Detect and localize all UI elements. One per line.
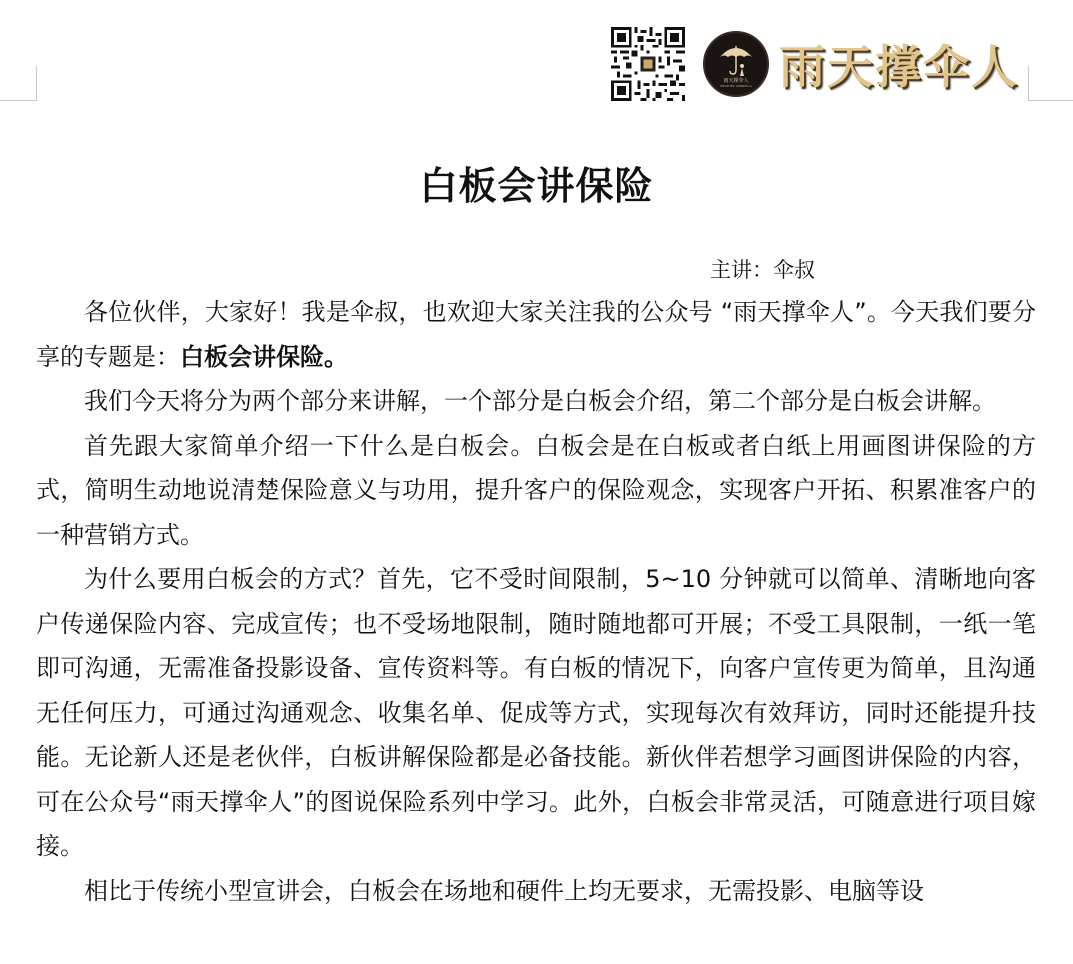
qr-code-icon [611, 27, 685, 101]
umbrella-icon [716, 41, 756, 77]
brand-logo [703, 31, 769, 97]
logo-tiny-text: WEATHER UMBRELLA [720, 83, 752, 88]
header-logo [611, 26, 1019, 102]
paragraph: 相比于传统小型宣讲会，白板会在场地和硬件上均无要求，无需投影、电脑等设 [84, 876, 924, 905]
brand-name: 雨天撑伞人 [779, 40, 1019, 94]
paragraph: 我们今天将分为两个部分来讲解，一个部分是白板会介绍，第二个部分是白板会讲解。 [84, 387, 996, 415]
logo-small-text: 雨天撑伞人 [723, 77, 749, 84]
document-title: 白板会讲保险 [419, 164, 654, 208]
presenter-line: 主讲：伞叔 [710, 258, 815, 282]
bold-topic: 白板会讲保险。 [180, 342, 348, 371]
paragraph: 各位伙伴，大家好！我是伞叔，也欢迎大家关注我的公众号 “雨天撑伞人”。今天我们要分享的专题是：白板会讲保险。 [36, 298, 1036, 371]
crop-mark-right [1028, 66, 1073, 101]
paragraph: 首先跟大家简单介绍一下什么是白板会。白板会是在白板或者白纸上用画图讲保险的方式，简明生动地说清楚保险意义与功用，提升客户的保险观念，实现客户开拓、积累准客户的一种营销方式。 [36, 431, 1036, 549]
crop-mark-left [0, 66, 37, 101]
document-body [36, 290, 1036, 913]
paragraph: 为什么要用白板会的方式？首先，它不受时间限制，5~10 分钟就可以简单、清晰地向客户传递保险内容、完成宣传；也不受场地限制，随时随地都可开展；不受工具限制，一纸一笔即可沟通，无需准备投影设备、宣传资料等。有白板的情况下，向客户宣传更为简单，且沟通无任何压力，可通过沟通观念、收集名单、促成等方式，实现每次有效拜访，同时还能提升技能。无论新人还是老伙伴，白板讲解保险都是必备技能。新伙伴若想学习画图讲保险的内容，可在公众号“雨天撑伞人”的图说保险系列中学习。此外，白板会非常灵活，可随意进行项目嫁接。 [36, 565, 1036, 860]
